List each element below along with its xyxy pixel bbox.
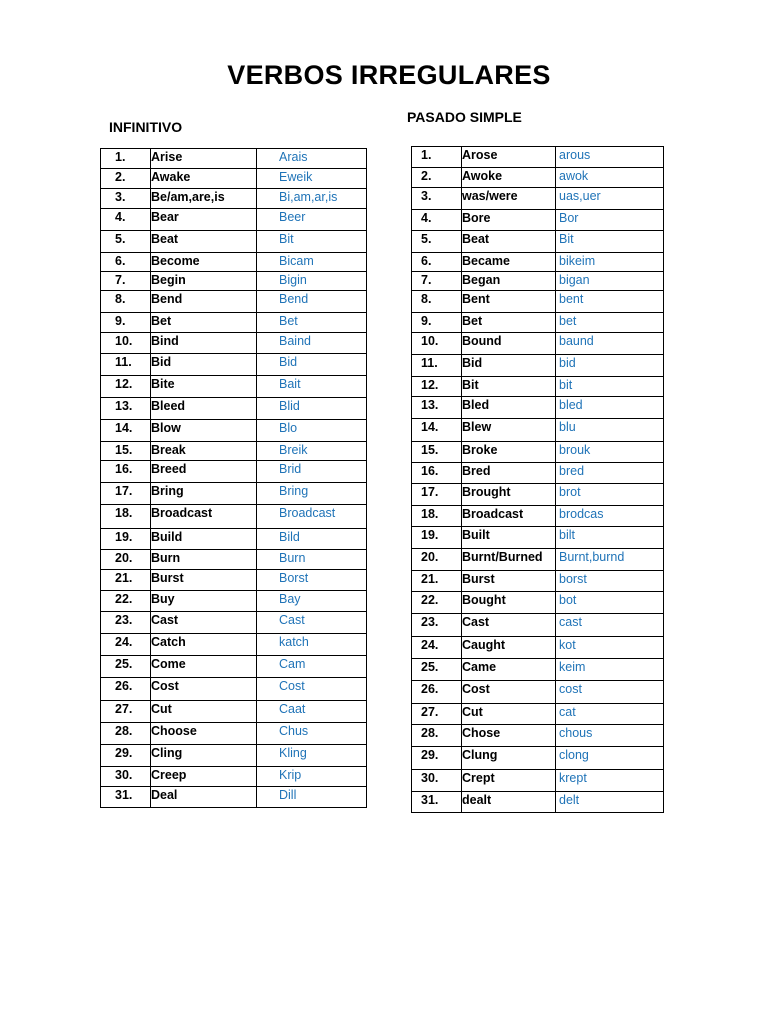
verb-cell: Begin bbox=[151, 272, 257, 291]
row-number: 8. bbox=[101, 291, 151, 313]
row-number: 12. bbox=[101, 376, 151, 398]
row-number: 28. bbox=[101, 723, 151, 745]
verb-cell: Bleed bbox=[151, 398, 257, 420]
pronunciation-cell: bigan bbox=[556, 272, 664, 291]
row-number: 1. bbox=[101, 149, 151, 169]
verb-cell: Bred bbox=[462, 463, 556, 484]
verb-cell: Bend bbox=[151, 291, 257, 313]
row-number: 12. bbox=[412, 377, 462, 397]
verb-cell: Beat bbox=[462, 231, 556, 253]
row-number: 5. bbox=[101, 231, 151, 253]
verb-cell: Burst bbox=[151, 570, 257, 591]
row-number: 29. bbox=[101, 745, 151, 767]
table-row bbox=[101, 354, 367, 376]
row-number: 27. bbox=[412, 704, 462, 725]
pronunciation-cell: bit bbox=[556, 377, 664, 397]
verb-cell: Bid bbox=[462, 355, 556, 377]
pronunciation-cell: Bay bbox=[257, 591, 367, 612]
pronunciation-cell: katch bbox=[257, 634, 367, 656]
pronunciation-cell: cost bbox=[556, 681, 664, 704]
row-number: 15. bbox=[412, 442, 462, 463]
pronunciation-cell: bent bbox=[556, 291, 664, 313]
pronunciation-cell: Bit bbox=[257, 231, 367, 253]
table-row bbox=[101, 505, 367, 529]
pronunciation-cell: cast bbox=[556, 614, 664, 637]
table-row bbox=[412, 377, 664, 397]
pronunciation-cell: chous bbox=[556, 725, 664, 747]
pronunciation-cell: Eweik bbox=[257, 169, 367, 189]
table-row bbox=[412, 333, 664, 355]
verb-cell: Bite bbox=[151, 376, 257, 398]
pronunciation-cell: bilt bbox=[556, 527, 664, 549]
verb-cell: Buy bbox=[151, 591, 257, 612]
verb-cell: Break bbox=[151, 442, 257, 461]
table-row bbox=[412, 770, 664, 792]
table-row bbox=[101, 189, 367, 209]
pronunciation-cell: Bicam bbox=[257, 253, 367, 272]
table-row bbox=[412, 747, 664, 770]
table-row bbox=[412, 188, 664, 210]
table-row bbox=[101, 313, 367, 333]
pronunciation-cell: bikeim bbox=[556, 253, 664, 272]
row-number: 14. bbox=[101, 420, 151, 442]
verb-cell: Bring bbox=[151, 483, 257, 505]
verb-cell: Burnt/Burned bbox=[462, 549, 556, 571]
row-number: 25. bbox=[101, 656, 151, 678]
pronunciation-cell: Blo bbox=[257, 420, 367, 442]
pronunciation-cell: uas,uer bbox=[556, 188, 664, 210]
row-number: 31. bbox=[101, 787, 151, 808]
table-row bbox=[101, 550, 367, 570]
table-row bbox=[101, 461, 367, 483]
row-number: 26. bbox=[412, 681, 462, 704]
row-number: 26. bbox=[101, 678, 151, 701]
verb-cell: Cost bbox=[462, 681, 556, 704]
verb-cell: Bent bbox=[462, 291, 556, 313]
table-row bbox=[412, 253, 664, 272]
pronunciation-cell: Bild bbox=[257, 529, 367, 550]
verb-cell: Cast bbox=[151, 612, 257, 634]
table-row bbox=[101, 376, 367, 398]
table-row bbox=[101, 745, 367, 767]
pronunciation-cell: brot bbox=[556, 484, 664, 506]
verb-cell: Awoke bbox=[462, 168, 556, 188]
verb-cell: Crept bbox=[462, 770, 556, 792]
verb-cell: Cast bbox=[462, 614, 556, 637]
row-number: 14. bbox=[412, 419, 462, 442]
pronunciation-cell: Beer bbox=[257, 209, 367, 231]
row-number: 31. bbox=[412, 792, 462, 813]
row-number: 6. bbox=[101, 253, 151, 272]
table-row bbox=[101, 253, 367, 272]
verb-cell: Bled bbox=[462, 397, 556, 419]
row-number: 22. bbox=[101, 591, 151, 612]
pronunciation-cell: Krip bbox=[257, 767, 367, 787]
row-number: 4. bbox=[101, 209, 151, 231]
pronunciation-cell: arous bbox=[556, 147, 664, 168]
row-number: 1. bbox=[412, 147, 462, 168]
pronunciation-cell: Caat bbox=[257, 701, 367, 723]
row-number: 19. bbox=[412, 527, 462, 549]
verb-cell: Cling bbox=[151, 745, 257, 767]
verb-cell: Creep bbox=[151, 767, 257, 787]
table-row bbox=[101, 787, 367, 808]
table-row bbox=[412, 527, 664, 549]
verb-cell: Bore bbox=[462, 210, 556, 231]
verb-cell: Clung bbox=[462, 747, 556, 770]
page-title: VERBOS IRREGULARES bbox=[227, 60, 551, 90]
verb-cell: Bet bbox=[462, 313, 556, 333]
pronunciation-cell: bred bbox=[556, 463, 664, 484]
verb-cell: Awake bbox=[151, 169, 257, 189]
row-number: 18. bbox=[101, 505, 151, 529]
table-row bbox=[412, 614, 664, 637]
pronunciation-cell: delt bbox=[556, 792, 664, 813]
table-row bbox=[101, 442, 367, 461]
row-number: 17. bbox=[412, 484, 462, 506]
verb-cell: was/were bbox=[462, 188, 556, 210]
row-number: 13. bbox=[412, 397, 462, 419]
table-row bbox=[101, 634, 367, 656]
table-row bbox=[412, 291, 664, 313]
row-number: 22. bbox=[412, 592, 462, 614]
row-number: 25. bbox=[412, 659, 462, 681]
pronunciation-cell: Cost bbox=[257, 678, 367, 701]
pronunciation-cell: Baind bbox=[257, 333, 367, 354]
pronunciation-cell: Bit bbox=[556, 231, 664, 253]
table-row bbox=[101, 272, 367, 291]
table-row bbox=[412, 681, 664, 704]
row-number: 17. bbox=[101, 483, 151, 505]
pronunciation-cell: Dill bbox=[257, 787, 367, 808]
verb-cell: Arose bbox=[462, 147, 556, 168]
verb-cell: Began bbox=[462, 272, 556, 291]
row-number: 11. bbox=[101, 354, 151, 376]
row-number: 4. bbox=[412, 210, 462, 231]
verb-cell: Bought bbox=[462, 592, 556, 614]
row-number: 20. bbox=[412, 549, 462, 571]
verb-cell: Bind bbox=[151, 333, 257, 354]
row-number: 10. bbox=[412, 333, 462, 355]
row-number: 3. bbox=[412, 188, 462, 210]
row-number: 23. bbox=[412, 614, 462, 637]
pronunciation-cell: brodcas bbox=[556, 506, 664, 527]
pronunciation-cell: Cast bbox=[257, 612, 367, 634]
pronunciation-cell: Burn bbox=[257, 550, 367, 570]
row-number: 13. bbox=[101, 398, 151, 420]
table-row bbox=[101, 767, 367, 787]
table-row bbox=[412, 637, 664, 659]
table-row bbox=[412, 168, 664, 188]
table-row bbox=[101, 678, 367, 701]
pronunciation-cell: Bor bbox=[556, 210, 664, 231]
verb-cell: Bet bbox=[151, 313, 257, 333]
table-row bbox=[412, 355, 664, 377]
pronunciation-cell: Broadcast bbox=[257, 505, 367, 529]
row-number: 16. bbox=[101, 461, 151, 483]
pronunciation-cell: baund bbox=[556, 333, 664, 355]
pronunciation-cell: Bring bbox=[257, 483, 367, 505]
table-row bbox=[412, 484, 664, 506]
table-row bbox=[101, 612, 367, 634]
pronunciation-cell: cat bbox=[556, 704, 664, 725]
row-number: 29. bbox=[412, 747, 462, 770]
table-row bbox=[412, 313, 664, 333]
table-row bbox=[101, 723, 367, 745]
row-number: 27. bbox=[101, 701, 151, 723]
verb-cell: Chose bbox=[462, 725, 556, 747]
row-number: 8. bbox=[412, 291, 462, 313]
verb-cell: Arise bbox=[151, 149, 257, 169]
pronunciation-cell: bled bbox=[556, 397, 664, 419]
verb-cell: Broke bbox=[462, 442, 556, 463]
row-number: 21. bbox=[101, 570, 151, 591]
row-number: 2. bbox=[412, 168, 462, 188]
pronunciation-cell: Chus bbox=[257, 723, 367, 745]
row-number: 24. bbox=[101, 634, 151, 656]
pronunciation-cell: clong bbox=[556, 747, 664, 770]
table-row bbox=[101, 529, 367, 550]
verb-cell: Blow bbox=[151, 420, 257, 442]
pronunciation-cell: Arais bbox=[257, 149, 367, 169]
infinitive-heading: INFINITIVO bbox=[109, 119, 183, 135]
verb-cell: Bit bbox=[462, 377, 556, 397]
pronunciation-cell: Brid bbox=[257, 461, 367, 483]
row-number: 5. bbox=[412, 231, 462, 253]
verb-cell: Catch bbox=[151, 634, 257, 656]
verb-cell: Cut bbox=[151, 701, 257, 723]
pronunciation-cell: Bet bbox=[257, 313, 367, 333]
verb-cell: Built bbox=[462, 527, 556, 549]
table-row bbox=[412, 549, 664, 571]
pronunciation-cell: keim bbox=[556, 659, 664, 681]
pronunciation-cell: kot bbox=[556, 637, 664, 659]
table-row bbox=[412, 419, 664, 442]
row-number: 9. bbox=[101, 313, 151, 333]
row-number: 28. bbox=[412, 725, 462, 747]
table-row bbox=[412, 397, 664, 419]
table-row bbox=[412, 571, 664, 592]
row-number: 30. bbox=[412, 770, 462, 792]
verb-cell: dealt bbox=[462, 792, 556, 813]
table-row bbox=[412, 725, 664, 747]
pronunciation-cell: Cam bbox=[257, 656, 367, 678]
table-row bbox=[412, 442, 664, 463]
table-row bbox=[101, 701, 367, 723]
row-number: 19. bbox=[101, 529, 151, 550]
pronunciation-cell: awok bbox=[556, 168, 664, 188]
row-number: 15. bbox=[101, 442, 151, 461]
pronunciation-cell: Burnt,burnd bbox=[556, 549, 664, 571]
row-number: 6. bbox=[412, 253, 462, 272]
pronunciation-cell: Bigin bbox=[257, 272, 367, 291]
table-row bbox=[412, 231, 664, 253]
verb-cell: Came bbox=[462, 659, 556, 681]
pronunciation-cell: Bait bbox=[257, 376, 367, 398]
verb-cell: Burst bbox=[462, 571, 556, 592]
verb-cell: Bound bbox=[462, 333, 556, 355]
verb-cell: Beat bbox=[151, 231, 257, 253]
pronunciation-cell: bid bbox=[556, 355, 664, 377]
pronunciation-cell: brouk bbox=[556, 442, 664, 463]
verb-cell: Build bbox=[151, 529, 257, 550]
pronunciation-cell: bet bbox=[556, 313, 664, 333]
table-row bbox=[101, 209, 367, 231]
row-number: 24. bbox=[412, 637, 462, 659]
pronunciation-cell: krept bbox=[556, 770, 664, 792]
table-row bbox=[412, 506, 664, 527]
verb-cell: Cost bbox=[151, 678, 257, 701]
table-row bbox=[412, 659, 664, 681]
table-row bbox=[412, 210, 664, 231]
verb-cell: Brought bbox=[462, 484, 556, 506]
row-number: 7. bbox=[412, 272, 462, 291]
pronunciation-cell: Bend bbox=[257, 291, 367, 313]
verb-cell: Choose bbox=[151, 723, 257, 745]
table-row bbox=[412, 463, 664, 484]
table-row bbox=[101, 483, 367, 505]
table-row bbox=[101, 656, 367, 678]
verb-cell: Caught bbox=[462, 637, 556, 659]
verb-cell: Become bbox=[151, 253, 257, 272]
infinitive-table bbox=[100, 148, 367, 808]
pronunciation-cell: Blid bbox=[257, 398, 367, 420]
row-number: 9. bbox=[412, 313, 462, 333]
table-row bbox=[101, 291, 367, 313]
table-row bbox=[101, 420, 367, 442]
verb-cell: Broadcast bbox=[462, 506, 556, 527]
row-number: 2. bbox=[101, 169, 151, 189]
table-row bbox=[412, 147, 664, 168]
table-row bbox=[101, 570, 367, 591]
verb-cell: Deal bbox=[151, 787, 257, 808]
row-number: 10. bbox=[101, 333, 151, 354]
verb-cell: Bear bbox=[151, 209, 257, 231]
table-row bbox=[101, 591, 367, 612]
row-number: 23. bbox=[101, 612, 151, 634]
table-row bbox=[412, 704, 664, 725]
verb-cell: Burn bbox=[151, 550, 257, 570]
table-row bbox=[412, 792, 664, 813]
table-row bbox=[101, 169, 367, 189]
row-number: 3. bbox=[101, 189, 151, 209]
past-simple-table bbox=[411, 146, 664, 813]
verb-cell: Come bbox=[151, 656, 257, 678]
pronunciation-cell: blu bbox=[556, 419, 664, 442]
pronunciation-cell: Bi,am,ar,is bbox=[257, 189, 367, 209]
verb-cell: Breed bbox=[151, 461, 257, 483]
verb-cell: Blew bbox=[462, 419, 556, 442]
pronunciation-cell: Kling bbox=[257, 745, 367, 767]
row-number: 30. bbox=[101, 767, 151, 787]
table-row bbox=[412, 272, 664, 291]
row-number: 16. bbox=[412, 463, 462, 484]
table-row bbox=[101, 398, 367, 420]
pronunciation-cell: borst bbox=[556, 571, 664, 592]
verb-cell: Became bbox=[462, 253, 556, 272]
row-number: 11. bbox=[412, 355, 462, 377]
table-row bbox=[101, 149, 367, 169]
table-row bbox=[101, 333, 367, 354]
row-number: 21. bbox=[412, 571, 462, 592]
past-simple-heading: PASADO SIMPLE bbox=[407, 109, 522, 125]
pronunciation-cell: Bid bbox=[257, 354, 367, 376]
table-row bbox=[412, 592, 664, 614]
verb-cell: Broadcast bbox=[151, 505, 257, 529]
pronunciation-cell: bot bbox=[556, 592, 664, 614]
verb-cell: Bid bbox=[151, 354, 257, 376]
row-number: 7. bbox=[101, 272, 151, 291]
row-number: 20. bbox=[101, 550, 151, 570]
pronunciation-cell: Borst bbox=[257, 570, 367, 591]
row-number: 18. bbox=[412, 506, 462, 527]
verb-cell: Cut bbox=[462, 704, 556, 725]
pronunciation-cell: Breik bbox=[257, 442, 367, 461]
verb-cell: Be/am,are,is bbox=[151, 189, 257, 209]
table-row bbox=[101, 231, 367, 253]
